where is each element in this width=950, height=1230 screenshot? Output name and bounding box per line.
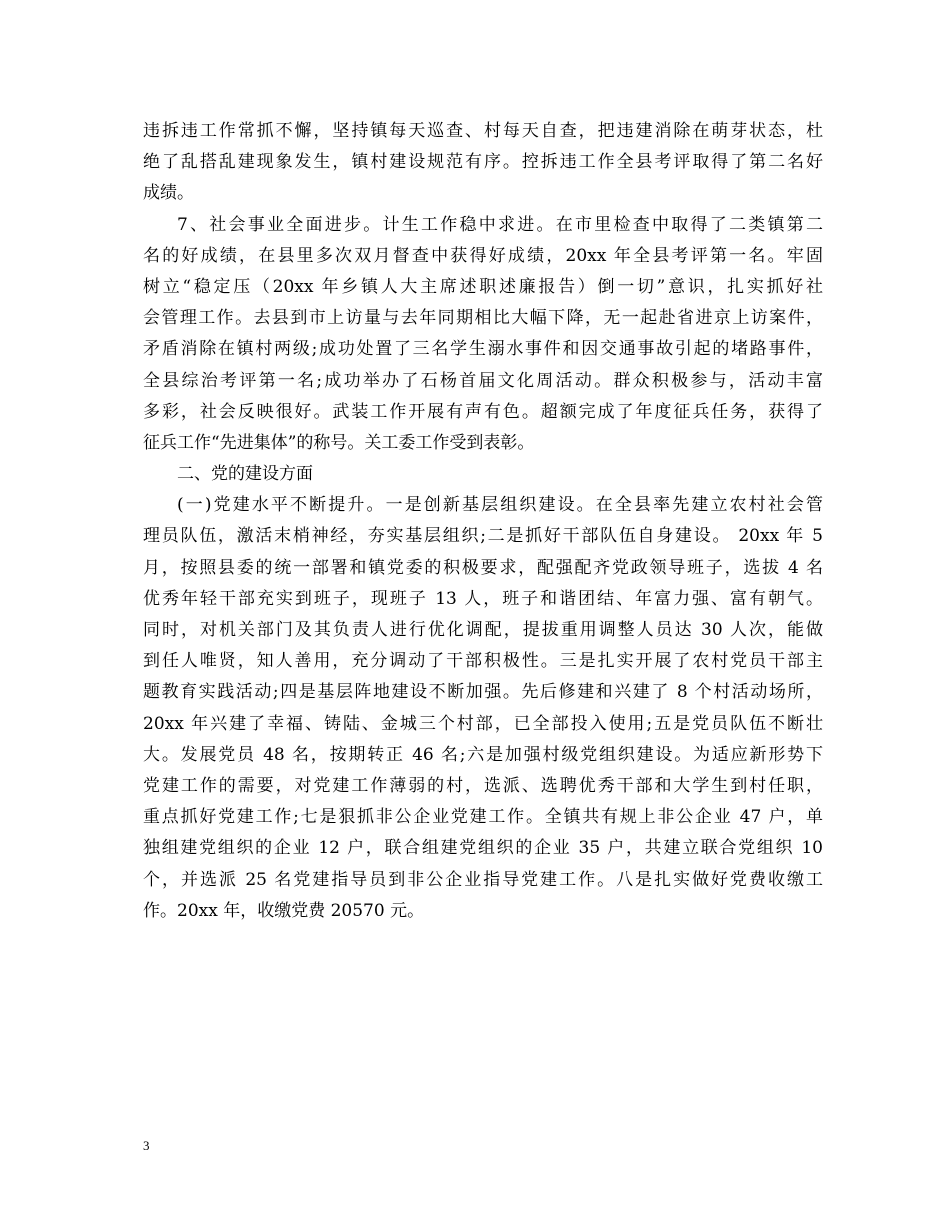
- text-line: 到任人唯贤，知人善用，充分调动了干部积极性。三是扎实开展了农村党员干部主: [143, 651, 823, 672]
- text-line: 作。20xx 年，收缴党费 20570 元。: [143, 900, 425, 921]
- text-line: 月，按照县委的统一部署和镇党委的积极要求，配强配齐党政领导班子，选拔 4 名: [143, 557, 823, 578]
- document-body: [143, 116, 823, 927]
- text-line: 理员队伍，激活末梢神经，夯实基层组织;二是抓好干部队伍自身建设。 20xx 年 5: [143, 526, 823, 547]
- text-line: 大。发展党员 48 名，按期转正 46 名;六是加强村级党组织建设。为适应新形势下: [143, 744, 823, 765]
- text-line: 二、党的建设方面: [177, 464, 313, 485]
- text-line: 名的好成绩，在县里多次双月督查中获得好成绩，20xx 年全县考评第一名。牢固: [143, 245, 823, 266]
- text-line: 绝了乱搭乱建现象发生，镇村建设规范有序。控拆违工作全县考评取得了第二名好: [143, 152, 823, 173]
- text-line: 个，并选派 25 名党建指导员到非公企业指导党建工作。八是扎实做好党费收缴工: [143, 869, 823, 890]
- text-line: 题教育实践活动;四是基层阵地建设不断加强。先后修建和兴建了 8 个村活动场所，: [143, 682, 823, 703]
- text-line: 矛盾消除在镇村两级;成功处置了三名学生溺水事件和因交通事故引起的堵路事件，: [143, 339, 823, 360]
- text-line: 多彩，社会反映很好。武装工作开展有声有色。超额完成了年度征兵任务，获得了: [143, 401, 823, 422]
- text-line: 20xx 年兴建了幸福、铸陆、金城三个村部，已全部投入使用;五是党员队伍不断壮: [143, 713, 823, 734]
- text-line: 党建工作的需要，对党建工作薄弱的村，选派、选聘优秀干部和大学生到村任职，: [143, 775, 823, 796]
- text-line: 独组建党组织的企业 12 户，联合组建党组织的企业 35 户，共建立联合党组织 10: [143, 838, 823, 859]
- text-line: 同时，对机关部门及其负责人进行优化调配，提拔重用调整人员达 30 人次，能做: [143, 620, 823, 640]
- text-line: (一)党建水平不断提升。一是创新基层组织建设。在全县率先建立农村社会管: [177, 495, 823, 516]
- text-line: 违拆违工作常抓不懈，坚持镇每天巡查、村每天自查，把违建消除在萌芽状态，杜: [143, 121, 823, 141]
- text-line: 优秀年轻干部充实到班子，现班子 13 人，班子和谐团结、年富力强、富有朝气。: [143, 588, 823, 609]
- text-line: 7、社会事业全面进步。计生工作稳中求进。在市里检查中取得了二类镇第二: [177, 214, 823, 235]
- page-number: 3: [143, 1138, 150, 1153]
- text-line: 树立“稳定压（20xx 年乡镇人大主席述职述廉报告）倒一切”意识，扎实抓好社: [143, 276, 823, 297]
- text-line: 全县综治考评第一名;成功举办了石杨首届文化周活动。群众积极参与，活动丰富: [143, 370, 823, 391]
- text-line: 成绩。: [143, 183, 194, 204]
- text-line: 征兵工作“先进集体”的称号。关工委工作受到表彰。: [143, 432, 535, 453]
- text-line: 会管理工作。去县到市上访量与去年同期相比大幅下降，无一起赴省进京上访案件，: [143, 308, 823, 329]
- text-line: 重点抓好党建工作;七是狠抓非公企业党建工作。全镇共有规上非公企业 47 户，单: [143, 807, 823, 828]
